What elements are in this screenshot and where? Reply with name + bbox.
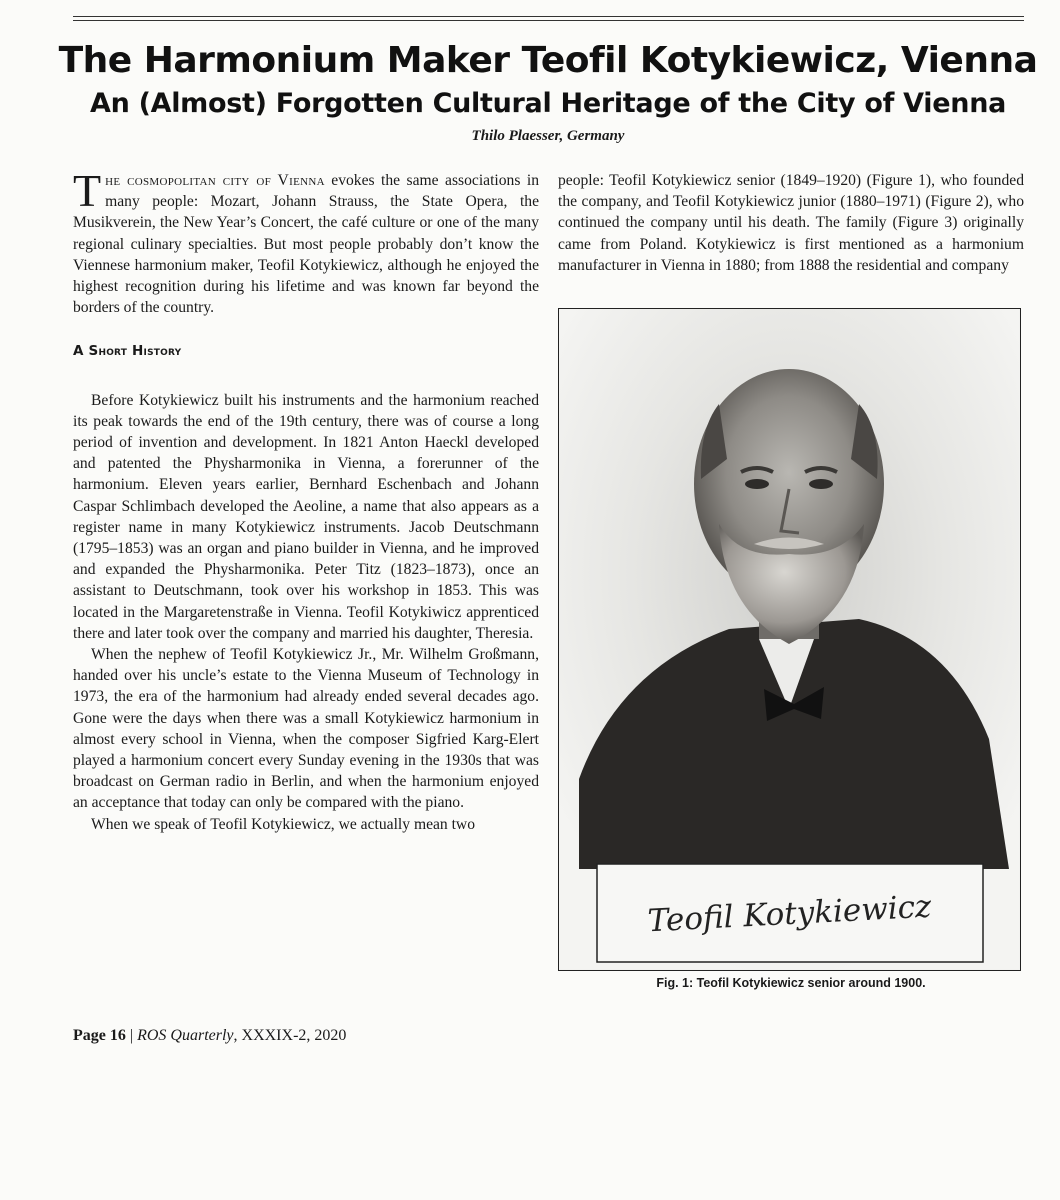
publication-issue: , XXXIX-2, 2020 <box>233 1027 347 1044</box>
eye-right <box>809 479 833 489</box>
intro-lead: he cosmopolitan city of Vienna <box>105 172 325 189</box>
body-paragraph: Before Kotykiewicz built his instruments and the harmonium reached its peak towards the end of the 19th century, there was of course a long period of invention and development. In 1821 Anton Haeckl developed and patented the Physharmonika in Vienna, a forerunner of the harmonium. Eleven years earlier, Bernhard Eschenbach and Johann Caspar Schlimbach developed the Aeoline, a name that also appears as a register name in many Kotykiewicz instruments. Jacob Deutschmann (1795–1853) was an organ and piano builder in Vienna, and he improved and expanded the Physharmonika. Peter Titz (1823–1873), once an assistant to Deutschmann, took over his workshop in 1853. This was located in the Margaretenstraße in Vienna. Teofil Kotykiwicz apprenticed there and later took over the company and married his daughter, Theresia. <box>73 391 539 642</box>
portrait-photo <box>559 309 1019 969</box>
figure-caption: Fig. 1: Teofil Kotykiewicz senior around 1900. <box>656 976 926 990</box>
right-column-text <box>558 170 1024 276</box>
page-number: Page 16 <box>73 1027 126 1044</box>
body-paragraph: When we speak of Teofil Kotykiewicz, we actually mean two <box>91 815 475 833</box>
article-title: The Harmonium Maker Teofil Kotykiewicz, Vienna <box>58 40 1038 81</box>
body-paragraph: people: Teofil Kotykiewicz senior (1849–1920) (Figure 1), who founded the company, and Teofil Kotykiewicz junior (1880–1971) (Figure 2), who continued the company until his death. The family (Figure 3) originally came from Poland. Kotykiewicz is first mentioned as a harmonium manufacturer in Vienna in 1880; from 1888 the residential and company <box>558 172 1024 274</box>
page-footer <box>73 1027 346 1045</box>
top-rule-2 <box>73 20 1024 21</box>
left-column <box>73 165 540 835</box>
article-subtitle: An (Almost) Forgotten Cultural Heritage of the City of Vienna <box>89 88 1007 119</box>
intro-text: evokes the same associations in many people: Mozart, Johann Strauss, the State Opera, the Musikverein, the New Year’s Concert, the café culture or one of the many regional culinary specialties. But most people probably don’t know the Viennese harmonium maker, Teofil Kotykiewicz, although he enjoyed the highest recognition during his lifetime and was known far beyond the borders of the country. <box>73 172 540 317</box>
portrait-figure <box>558 308 1021 971</box>
footer-separator: | <box>129 1027 134 1044</box>
author-byline: Thilo Plaesser, Germany <box>471 128 625 144</box>
signature: Teofil Kotykiewicz <box>646 888 933 940</box>
top-rule-1 <box>73 16 1024 17</box>
publication-name: ROS Quarterly <box>137 1027 234 1044</box>
eye-left <box>745 479 769 489</box>
intro-paragraph <box>73 165 540 318</box>
section-heading: A Short History <box>73 343 182 360</box>
drop-cap: T <box>73 165 102 216</box>
body-paragraph: When the nephew of Teofil Kotykiewicz Jr., Mr. Wilhelm Großmann, handed over his uncle’s estate to the Vienna Museum of Technology in 1973, the era of the harmonium had already ended several decades ago. Gone were the days when there was a small Kotykiewicz harmonium in almost every school in Vienna, when the composer Sigfried Karg-Elert played a harmonium concert every Sunday evening in the 1930s that was broadcast on German radio in Berlin, and when the harmonium enjoyed an acceptance that today can only be compared with the piano. <box>73 646 539 812</box>
